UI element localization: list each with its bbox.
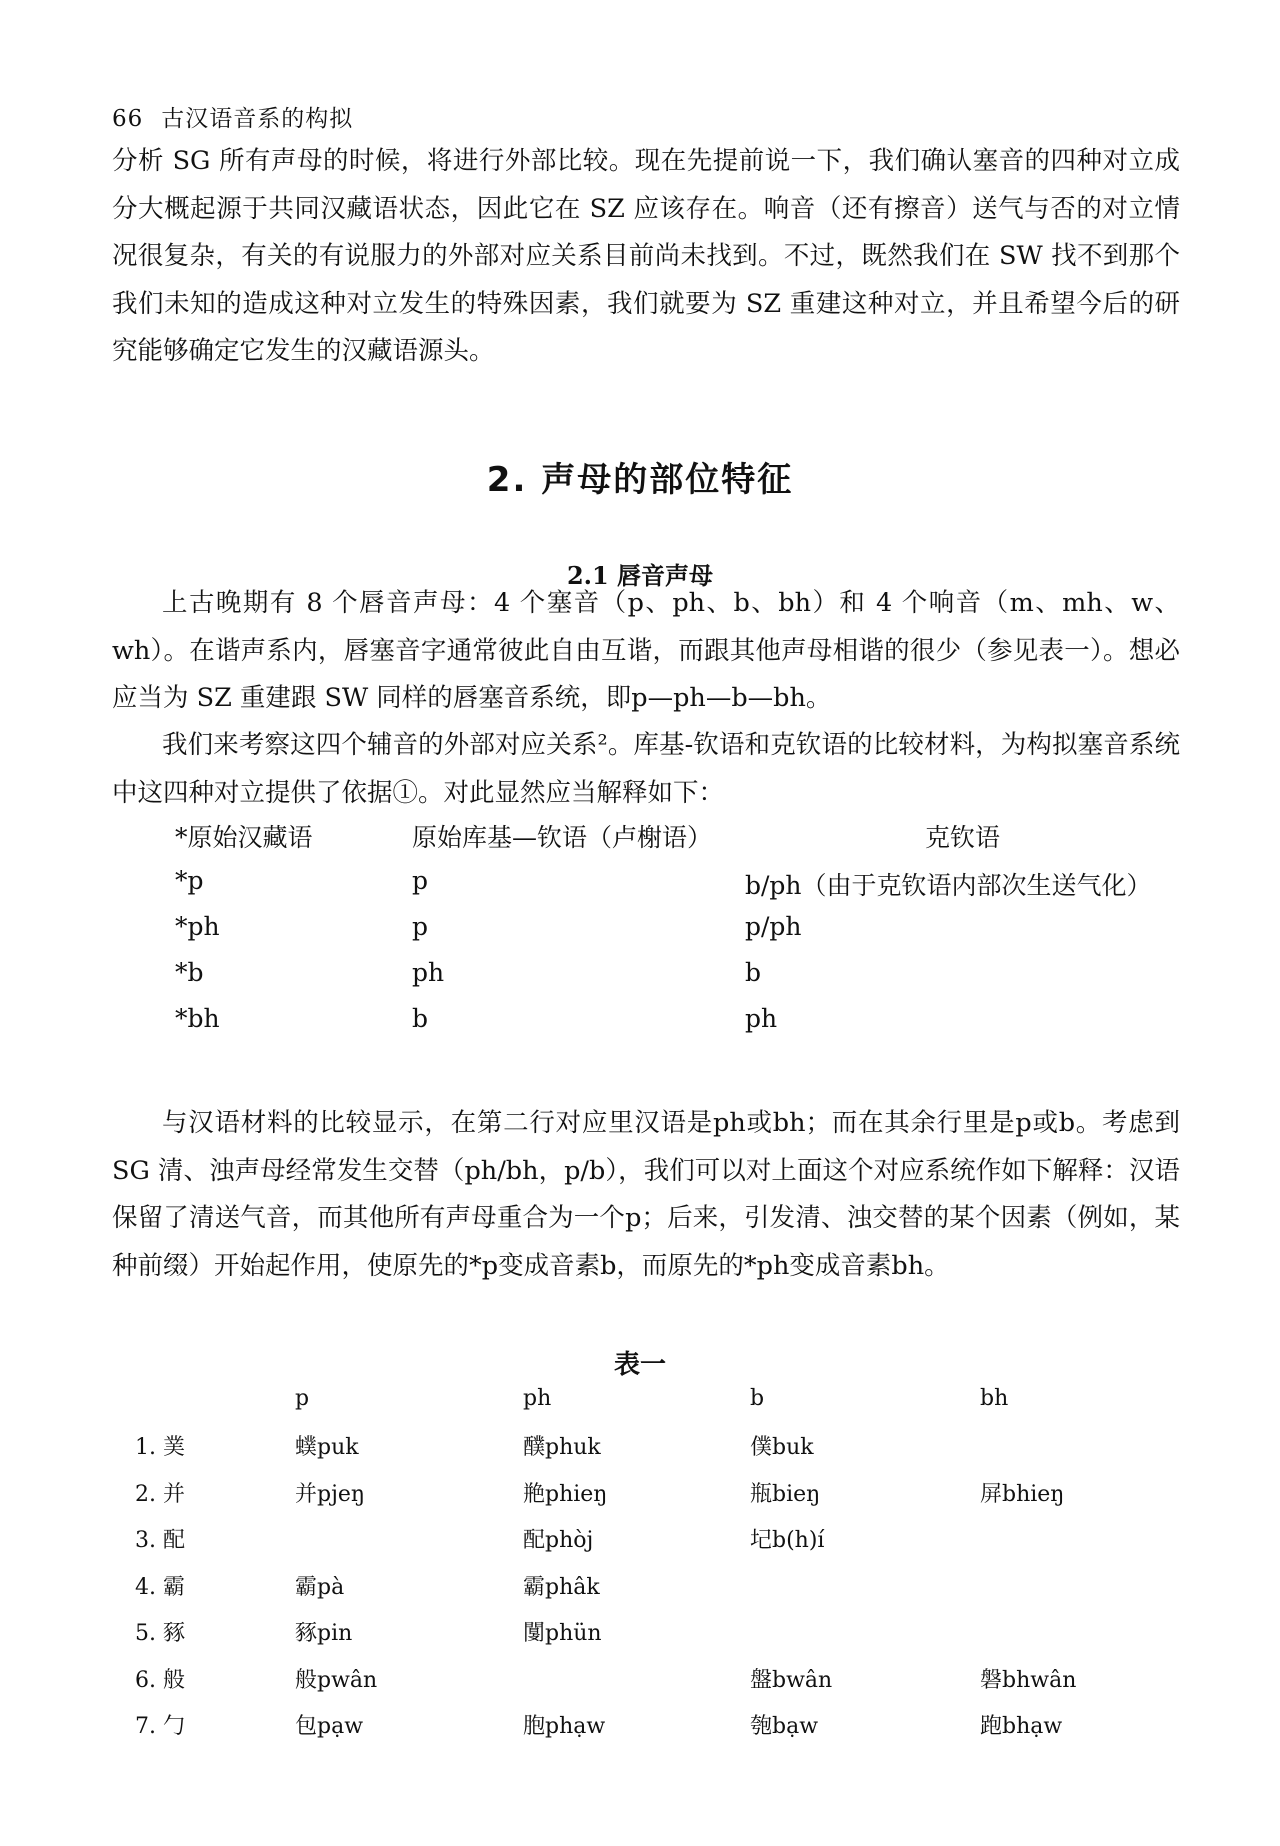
table-cell: 磐bhwân (980, 1667, 1077, 1693)
table-cell: 盤bwân (750, 1667, 833, 1693)
correspondence-cell: *p (175, 866, 204, 895)
correspondence-header-row (175, 818, 1175, 866)
table-row (135, 1570, 1185, 1617)
table-1 (135, 1386, 1185, 1756)
table-cell: 跑bhạw (980, 1714, 1063, 1739)
table-header-cell: b (750, 1386, 765, 1411)
table-row (135, 1663, 1185, 1710)
table-header-row (135, 1386, 1185, 1430)
table-cell: 醭phuk (523, 1435, 601, 1460)
table-cell: 匏bạw (750, 1714, 819, 1739)
table-cell: 5. 豩 (135, 1621, 185, 1646)
correspondence-row (175, 958, 1175, 1004)
paragraph-2: 上古晚期有 8 个唇音声母：4 个塞音（p、ph、b、bh）和 4 个响音（m、mh、w、wh）。在谐声系内，唇塞音字通常彼此自由互谐，而跟其他声母相谐的很少（参见表一）。想必应当为 SZ 重建跟 SW 同样的唇塞音系统，即p—ph—b—bh。 (112, 588, 1180, 713)
subsection-title: 2.1 唇音声母 (566, 561, 714, 590)
correspondence-cell: ph (412, 958, 445, 987)
correspondence-row (175, 866, 1175, 912)
table-row (135, 1430, 1185, 1477)
correspondence-cell: p (412, 866, 429, 895)
correspondence-cell: p (412, 912, 429, 941)
running-header (112, 100, 353, 133)
correspondence-cell: p/ph (745, 912, 802, 941)
table-cell: 霸pà (295, 1574, 345, 1600)
table-row (135, 1616, 1185, 1663)
paragraph-4: 与汉语材料的比较显示，在第二行对应里汉语是ph或bh；而在其余行里是p或b。考虑到 SG 清、浊声母经常发生交替（ph/bh，p/b），我们可以对上面这个对应系统作如下解释：汉语保留了清送气音，而其他所有声母重合为一个p；后来，引发清、浊交替的某个因素（例如，某种前缀）开始起作用，使原先的*p变成音素b，而原先的*ph变成音素bh。 (112, 1108, 1180, 1281)
table-cell: 艵phieŋ (523, 1481, 608, 1507)
correspondence-header: 原始库基—钦语（卢榭语） (412, 823, 713, 852)
table-cell: 豩pin (295, 1621, 353, 1646)
correspondence-row (175, 912, 1175, 958)
book-title: 古汉语音系的构拟 (161, 106, 354, 132)
correspondence-cell: b (412, 1004, 429, 1033)
table-cell: 包pạw (295, 1714, 364, 1739)
table-cell: 2. 并 (135, 1481, 185, 1507)
table-cell: 霸phâk (523, 1574, 600, 1600)
table-cell: 4. 霸 (135, 1574, 185, 1600)
table-row (135, 1523, 1185, 1570)
section-title: 2. 声母的部位特征 (486, 460, 794, 500)
table-cell: 屏bhieŋ (980, 1481, 1065, 1507)
table-cell: 䗱puk (295, 1435, 359, 1460)
correspondence-cell: ph (745, 1004, 778, 1033)
correspondence-cell: *b (175, 958, 204, 987)
table-header-cell: p (295, 1386, 310, 1411)
table-cell: 胞phạw (523, 1714, 606, 1739)
table-row (135, 1709, 1185, 1756)
table-cell: 7. 勹 (135, 1714, 185, 1739)
table-header-cell: ph (523, 1386, 552, 1411)
page-number: 66 (112, 106, 144, 132)
table-cell: 6. 般 (135, 1667, 185, 1693)
table-cell: 瓶bieŋ (750, 1481, 821, 1507)
table-cell: 并pjeŋ (295, 1481, 366, 1507)
table-cell: 般pwân (295, 1667, 378, 1693)
correspondence-header: *原始汉藏语 (175, 823, 313, 852)
table-title: 表一 (613, 1350, 666, 1380)
paragraph-3: 我们来考察这四个辅音的外部对应关系²。库基-钦语和克钦语的比较材料，为构拟塞音系统中这四种对立提供了依据①。对此显然应当解释如下： (112, 730, 1180, 808)
table-cell: 圮b(h)í (750, 1528, 825, 1553)
correspondence-cell: *bh (175, 1004, 220, 1033)
table-cell: 配phòj (523, 1528, 594, 1553)
correspondence-table (175, 818, 1175, 1050)
table-row (135, 1477, 1185, 1524)
correspondence-row (175, 1004, 1175, 1050)
correspondence-cell: b (745, 958, 762, 987)
table-cell: 3. 配 (135, 1528, 185, 1553)
paragraph-1: 分析 SG 所有声母的时候，将进行外部比较。现在先提前说一下，我们确认塞音的四种对立成分大概起源于共同汉藏语状态，因此它在 SZ 应该存在。响音（还有擦音）送气与否的对立情况很复杂，有关的有说服力的外部对应关系目前尚未找到。不过，既然我们在 SW 找不到那个我们未知的造成这种对立发生的特殊因素，我们就要为 SZ 重建这种对立，并且希望今后的研究能够确定它发生的汉藏语源头。 (112, 146, 1180, 366)
table-cell: 僕buk (750, 1435, 814, 1460)
table-cell: 1. 菐 (135, 1435, 185, 1460)
table-cell: 闅phün (523, 1621, 602, 1646)
table-header-cell: bh (980, 1386, 1009, 1411)
correspondence-header: 克钦语 (925, 823, 1001, 852)
correspondence-cell: b/ph（由于克钦语内部次生送气化） (745, 871, 1152, 900)
correspondence-cell: *ph (175, 912, 220, 941)
